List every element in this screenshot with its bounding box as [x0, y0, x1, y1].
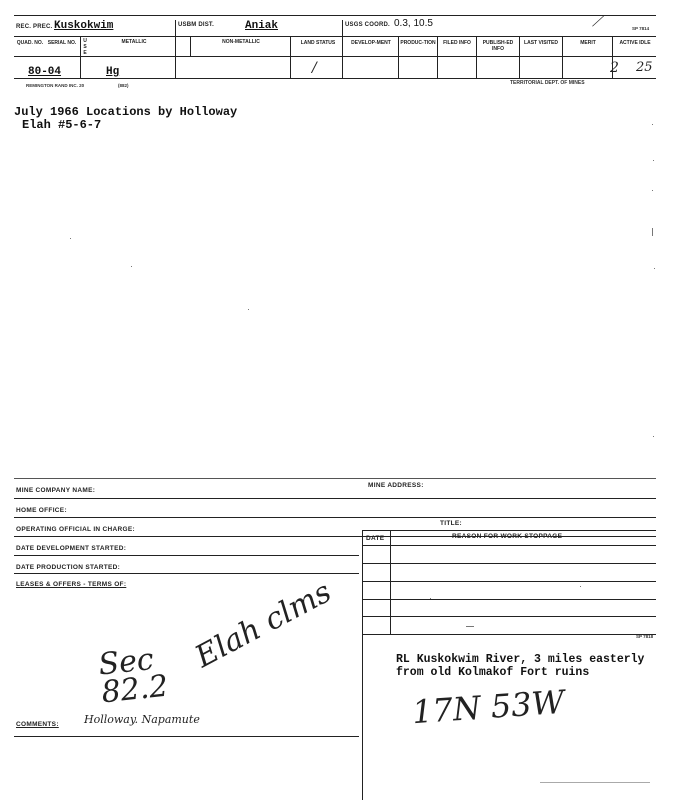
metallic-value: Hg — [106, 66, 120, 78]
mine-company-name-label: MINE COMPANY NAME: — [16, 487, 96, 494]
comments-value: Holloway. Napamute — [84, 713, 200, 726]
operating-official-label: OPERATING OFFICIAL IN CHARGE: — [16, 526, 135, 533]
reason-column-label: REASON FOR WORK STOPPAGE — [452, 533, 563, 540]
form-number: SP 7814 — [632, 26, 650, 31]
handwritten-claim-name: Elah clms — [189, 574, 338, 675]
usbm-dist-value: Aniak — [245, 20, 279, 32]
col-production: PRODUC-TION — [400, 40, 436, 46]
col-published-info: PUBLISH-ED INFO — [482, 40, 514, 52]
printer-code: (882) — [118, 83, 129, 88]
date-development-started-label: DATE DEVELOPMENT STARTED: — [16, 545, 127, 552]
col-use-letters: U S E — [83, 38, 87, 56]
usgs-coord-value: 0.3, 10.5 — [394, 18, 433, 29]
col-land-status: LAND STATUS — [300, 40, 336, 46]
col-metallic: METALLIC — [121, 39, 147, 45]
handwritten-township-range: 17N 53W — [410, 682, 566, 732]
col-last-visited: LAST VISITED — [524, 40, 558, 46]
quad-value: 80-04 — [28, 66, 62, 78]
rec-prec-label: REC. PREC. — [16, 24, 53, 30]
col-filed-info: FILED INFO — [443, 40, 471, 46]
handwritten-section: Sec 82.2 — [96, 642, 170, 711]
agency-name: TERRITORIAL DEPT. OF MINES — [510, 80, 585, 86]
date-production-started-label: DATE PRODUCTION STARTED: — [16, 564, 121, 571]
printer-credit: REMINGTON RAND INC. 20 — [26, 83, 85, 88]
check-mark: ⟋ — [592, 14, 602, 30]
land-status-mark: / — [312, 60, 317, 76]
col-merit: MERIT — [580, 40, 596, 46]
usgs-coord-label: USGS COORD. — [345, 22, 390, 28]
mine-address-label: MINE ADDRESS: — [368, 482, 424, 489]
leases-offers-label: LEASES & OFFERS - TERMS OF: — [16, 581, 127, 588]
col-serial-no: SERIAL NO. — [47, 40, 77, 46]
col-quad-no: QUAD. NO. — [16, 40, 44, 46]
location-line-2: from old Kolmakof Fort ruins — [396, 666, 590, 679]
title-label: TITLE: — [440, 520, 463, 527]
rec-prec-value: Kuskokwim — [54, 20, 114, 32]
form-number-lower: SP 7818 — [636, 634, 654, 639]
location-line-1: RL Kuskokwim River, 3 miles easterly — [396, 653, 645, 666]
notes-line-1: July 1966 Locations by Holloway — [14, 105, 238, 119]
active-value: 25 — [636, 60, 653, 75]
col-development: DEVELOP-MENT — [351, 40, 391, 46]
merit-value: 2 — [610, 60, 619, 76]
col-non-metallic: NON-METALLIC — [222, 39, 260, 45]
col-active-idle: ACTIVE IDLE — [619, 40, 651, 46]
date-column-label: DATE — [366, 535, 385, 542]
usbm-dist-label: USBM DIST. — [178, 22, 215, 28]
comments-label: COMMENTS: — [16, 721, 59, 728]
home-office-label: HOME OFFICE: — [16, 507, 67, 514]
notes-line-2: Elah #5-6-7 — [22, 118, 102, 132]
